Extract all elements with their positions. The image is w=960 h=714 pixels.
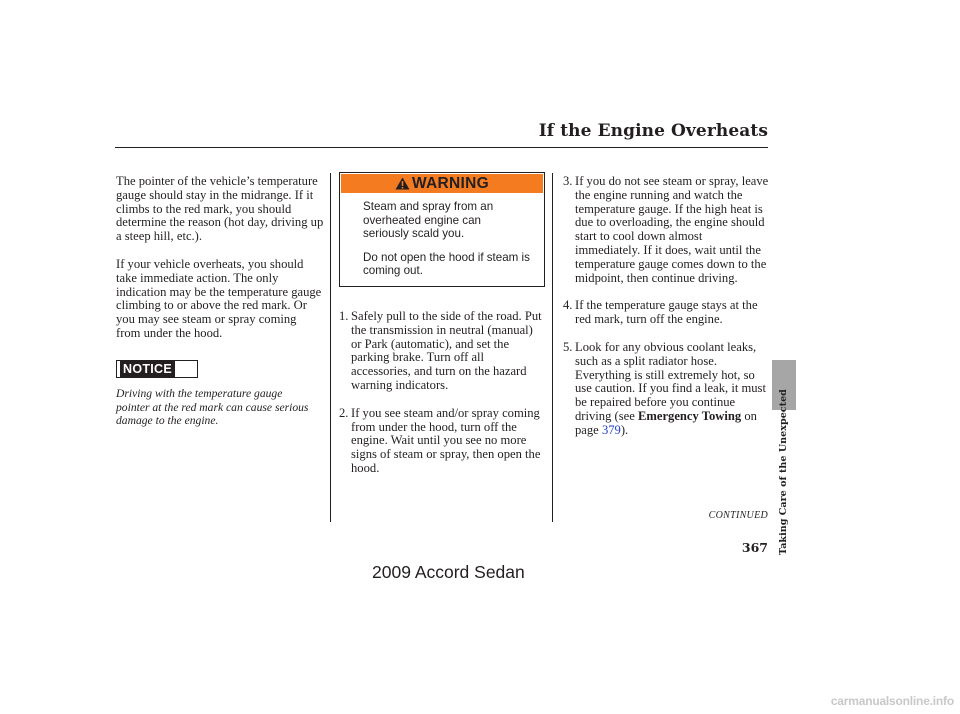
left-column — [116, 175, 324, 341]
intro-paragraph: The pointer of the vehicle’s temperature gauge should stay in the midrange. If it climbs to the red mark, you should determine the reason (hot day, driving up a steep hill, etc.). — [116, 174, 324, 244]
step-text: Safely pull to the side of the road. Put the transmission in neutral (manual) or Park (automatic), and set the parking brake. Turn off all accessories, and turn on the hazard warning indicators. — [351, 309, 542, 392]
steps-middle — [339, 310, 545, 476]
warning-text-1: Steam and spray from an overheated engine can seriously scald you. — [363, 200, 494, 240]
warning-text — [340, 193, 544, 278]
page-title: If the Engine Overheats — [538, 121, 768, 141]
warning-box — [339, 172, 545, 287]
step-text: If you see steam and/or spray coming from under the hood, turn off the engine. Wait until you see no more signs of steam or spray, then open the hood. — [351, 405, 541, 475]
watermark: carmanualsonline.info — [830, 694, 954, 708]
step-5 — [563, 341, 770, 438]
step-2 — [339, 407, 545, 476]
column-divider-left — [330, 173, 331, 522]
steps-right — [563, 175, 770, 438]
continued-label: CONTINUED — [708, 510, 768, 521]
page-number: 367 — [741, 540, 768, 555]
warning-triangle-icon — [395, 177, 410, 190]
section-label: Taking Care of the Unexpected — [778, 389, 789, 555]
warning-header — [341, 174, 543, 193]
emergency-towing-ref: Emergency Towing — [637, 408, 742, 423]
footer-model: 2009 Accord Sedan — [372, 562, 525, 582]
title-rule — [115, 147, 768, 148]
step-number: 1. — [339, 309, 349, 323]
notice-label: NOTICE — [120, 361, 175, 377]
step-number: 3. — [563, 174, 573, 188]
step-number: 2. — [339, 405, 349, 420]
closing-paren: ). — [620, 422, 629, 437]
page-link-379[interactable]: 379 — [601, 422, 621, 437]
on-page-text: on page — [575, 408, 757, 437]
warning-text-2: Do not open the hood if steam is coming out. — [363, 250, 530, 277]
notice-box — [116, 360, 198, 378]
step-text: If you do not see steam or spray, leave the engine running and watch the temperature gauge. If the high heat is due to overloading, the engine should start to cool down almost immediately. If it does, wait until the temperature gauge comes down to the midpoint, then continue driving. — [575, 174, 769, 285]
step-1 — [339, 310, 545, 393]
notice-text: Driving with the temperature gauge pointer at the red mark can cause serious damage to the engine. — [116, 387, 309, 428]
overheat-paragraph: If your vehicle overheats, you should take immediate action. The only indication may be the temperature gauge climbing to or above the red mark. Or you may see steam or spray coming from under the hood. — [116, 256, 322, 340]
step-text: If the temperature gauge stays at the red mark, turn off the engine. — [575, 298, 758, 327]
step-4 — [563, 299, 770, 327]
step-3 — [563, 175, 770, 285]
column-divider-right — [552, 173, 553, 522]
step-number: 5. — [563, 339, 573, 354]
step-number: 4. — [563, 298, 573, 313]
warning-label: WARNING — [411, 174, 489, 192]
step-5-text: Look for any obvious coolant leaks, such as a split radiator hose. Everything is still extremely hot, so use caution. If you find a leak, it must be repaired before you continue driving (see — [575, 339, 766, 423]
step-text — [575, 341, 770, 438]
